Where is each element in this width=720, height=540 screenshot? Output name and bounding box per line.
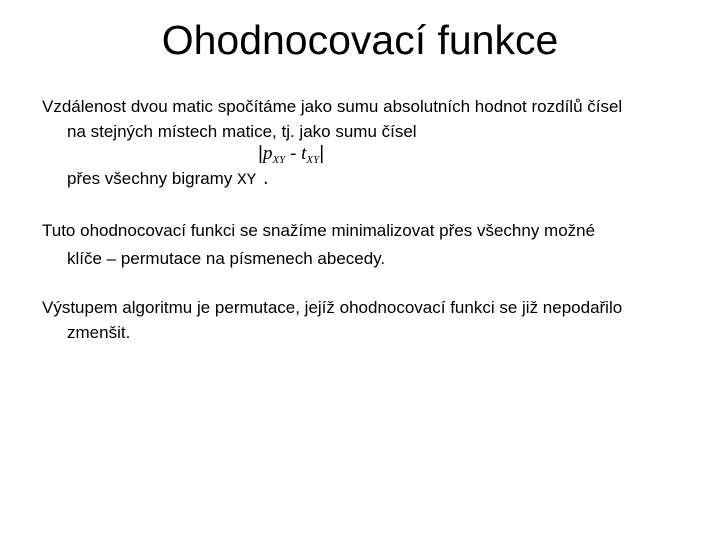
- paragraph-minimize: [42, 217, 682, 273]
- formula-bar-left: |: [258, 143, 263, 164]
- formula-t: t: [301, 143, 307, 164]
- paragraph-line: zmenšit.: [67, 323, 131, 342]
- paragraph-distance: [42, 94, 682, 144]
- bigram-text: přes všechny bigramy: [67, 169, 233, 188]
- bigram-variable: XY: [237, 171, 257, 189]
- paragraph-line-bigrams: [67, 166, 707, 193]
- bigram-period: .: [261, 171, 271, 189]
- paragraph-line: na stejných místech matice, tj. jako sumu čísel: [67, 122, 417, 141]
- paragraph-line: klíče – permutace na písmenech abecedy.: [67, 249, 386, 268]
- formula-t-subscript: XY: [306, 154, 320, 166]
- slide-title: Ohodnocovací funkce: [161, 17, 559, 63]
- paragraph-output: [42, 295, 682, 345]
- formula-minus: -: [285, 143, 302, 164]
- paragraph-line: Výstupem algoritmu je permutace, jejíž ohodnocovací funkci se již nepodařilo: [42, 298, 623, 317]
- formula-bar-right: |: [319, 143, 325, 164]
- absolute-difference-formula: [258, 142, 324, 166]
- formula-p: p: [262, 143, 273, 164]
- formula-p-subscript: XY: [272, 154, 286, 166]
- paragraph-line: Tuto ohodnocovací funkci se snažíme minimalizovat přes všechny možné: [42, 221, 596, 240]
- paragraph-line: Vzdálenost dvou matic spočítáme jako sumu absolutních hodnot rozdílů čísel: [42, 97, 623, 116]
